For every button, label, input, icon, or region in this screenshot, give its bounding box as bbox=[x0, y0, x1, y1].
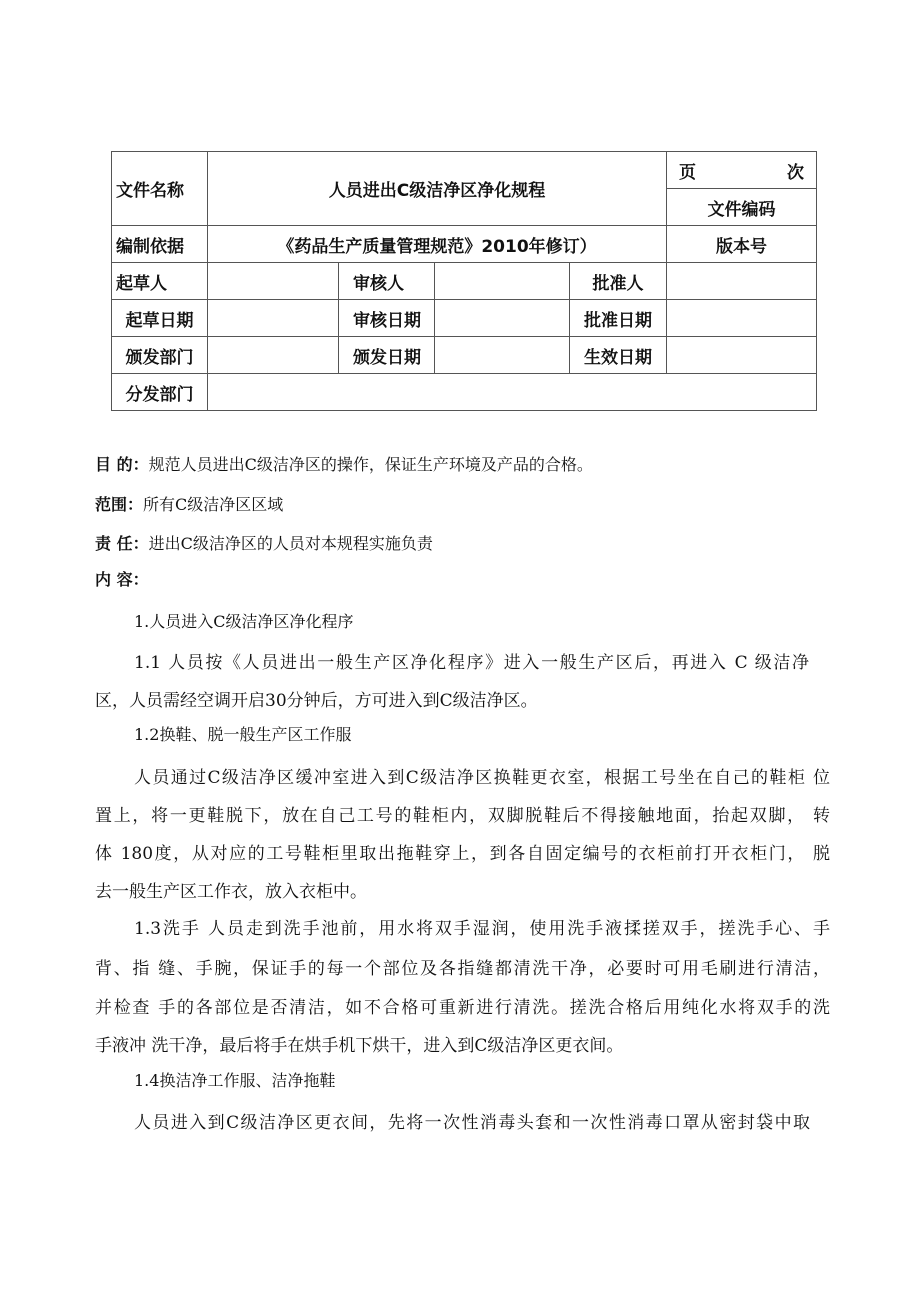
approver-label: 批准人 bbox=[570, 263, 667, 300]
approve-date-label: 批准日期 bbox=[570, 300, 667, 337]
section-1-3-line-1: 1.3洗手 人员走到洗手池前，用水将双手湿润，使用洗手液揉搓双手，搓洗手心、手 bbox=[134, 919, 830, 939]
scope-label: 范围： bbox=[95, 495, 144, 514]
issue-date-value bbox=[435, 337, 570, 374]
responsibility-line bbox=[95, 534, 433, 554]
purpose-line bbox=[95, 455, 593, 475]
page-label-2: 次 bbox=[787, 162, 805, 183]
approve-date-value bbox=[667, 300, 817, 337]
document-header-table bbox=[111, 151, 817, 411]
dist-dept-value bbox=[208, 374, 817, 411]
drafter-label: 起草人 bbox=[112, 263, 208, 300]
section-1-3-line-3: 并检查 手的各部位是否清洁，如不合格可重新进行清洗。搓洗合格后用纯化水将双手的洗 bbox=[95, 998, 830, 1018]
approver-value bbox=[667, 263, 817, 300]
draft-date-value bbox=[208, 300, 339, 337]
basis-label: 编制依据 bbox=[112, 226, 208, 263]
content-label: 内 容： bbox=[95, 570, 149, 589]
issue-dept-label: 颁发部门 bbox=[112, 337, 208, 374]
reviewer-value bbox=[435, 263, 570, 300]
section-1-2-line-1: 人员通过C级洁净区缓冲室进入到C级洁净区换鞋更衣室，根据工号坐在自己的鞋柜 位 bbox=[134, 768, 830, 788]
section-1-1-line-2: 区，人员需经空调开启30分钟后，方可进入到C级洁净区。 bbox=[95, 691, 538, 711]
drafter-value bbox=[208, 263, 339, 300]
section-1-3-line-2: 背、指 缝、手腕，保证手的每一个部位及各指缝都清洗干净，必要时可用毛刷进行清洁， bbox=[95, 959, 830, 979]
section-1-title: 1.人员进入C级洁净区净化程序 bbox=[134, 612, 354, 631]
section-1-2-title: 1.2换鞋、脱一般生产区工作服 bbox=[134, 725, 352, 744]
basis-value: 《药品生产质量管理规范》2010年修订） bbox=[208, 226, 667, 263]
section-1-3-line-4: 手液冲 洗干净，最后将手在烘手机下烘干，进入到C级洁净区更衣间。 bbox=[95, 1036, 624, 1056]
reviewer-label: 审核人 bbox=[339, 263, 435, 300]
purpose-label: 目 的： bbox=[95, 455, 149, 474]
review-date-value bbox=[435, 300, 570, 337]
file-code-label: 文件编码 bbox=[667, 189, 817, 226]
issue-date-label: 颁发日期 bbox=[339, 337, 435, 374]
section-1-2-line-4: 去一般生产区工作衣，放入衣柜中。 bbox=[95, 882, 367, 902]
purpose-text: 规范人员进出C级洁净区的操作，保证生产环境及产品的合格。 bbox=[148, 455, 593, 474]
file-name-label: 文件名称 bbox=[112, 152, 208, 226]
issue-dept-value bbox=[208, 337, 339, 374]
responsibility-text: 进出C级洁净区的人员对本规程实施负责 bbox=[148, 534, 433, 553]
version-label: 版本号 bbox=[667, 226, 817, 263]
page-label-cell bbox=[667, 152, 817, 189]
scope-text: 所有C级洁净区区域 bbox=[143, 495, 284, 514]
review-date-label: 审核日期 bbox=[339, 300, 435, 337]
file-name-value: 人员进出C级洁净区净化规程 bbox=[208, 152, 667, 226]
section-1-1-line-1: 1.1 人员按《人员进出一般生产区净化程序》进入一般生产区后，再进入 C 级洁净 bbox=[134, 653, 809, 673]
section-1-2-line-3: 体 180度，从对应的工号鞋柜里取出拖鞋穿上，到各自固定编号的衣柜前打开衣柜门， 脱 bbox=[95, 844, 830, 864]
section-1-4-title: 1.4换洁净工作服、洁净拖鞋 bbox=[134, 1071, 336, 1090]
draft-date-label: 起草日期 bbox=[112, 300, 208, 337]
dist-dept-label: 分发部门 bbox=[112, 374, 208, 411]
section-1-4-line-1: 人员进入到C级洁净区更衣间，先将一次性消毒头套和一次性消毒口罩从密封袋中取 bbox=[134, 1113, 810, 1133]
effective-date-label: 生效日期 bbox=[570, 337, 667, 374]
content-line bbox=[95, 570, 149, 590]
page-label-1: 页 bbox=[679, 162, 697, 183]
scope-line bbox=[95, 495, 283, 515]
effective-date-value bbox=[667, 337, 817, 374]
responsibility-label: 责 任： bbox=[95, 534, 149, 553]
section-1-2-line-2: 置上，将一更鞋脱下，放在自己工号的鞋柜内，双脚脱鞋后不得接触地面，抬起双脚， 转 bbox=[95, 806, 830, 826]
